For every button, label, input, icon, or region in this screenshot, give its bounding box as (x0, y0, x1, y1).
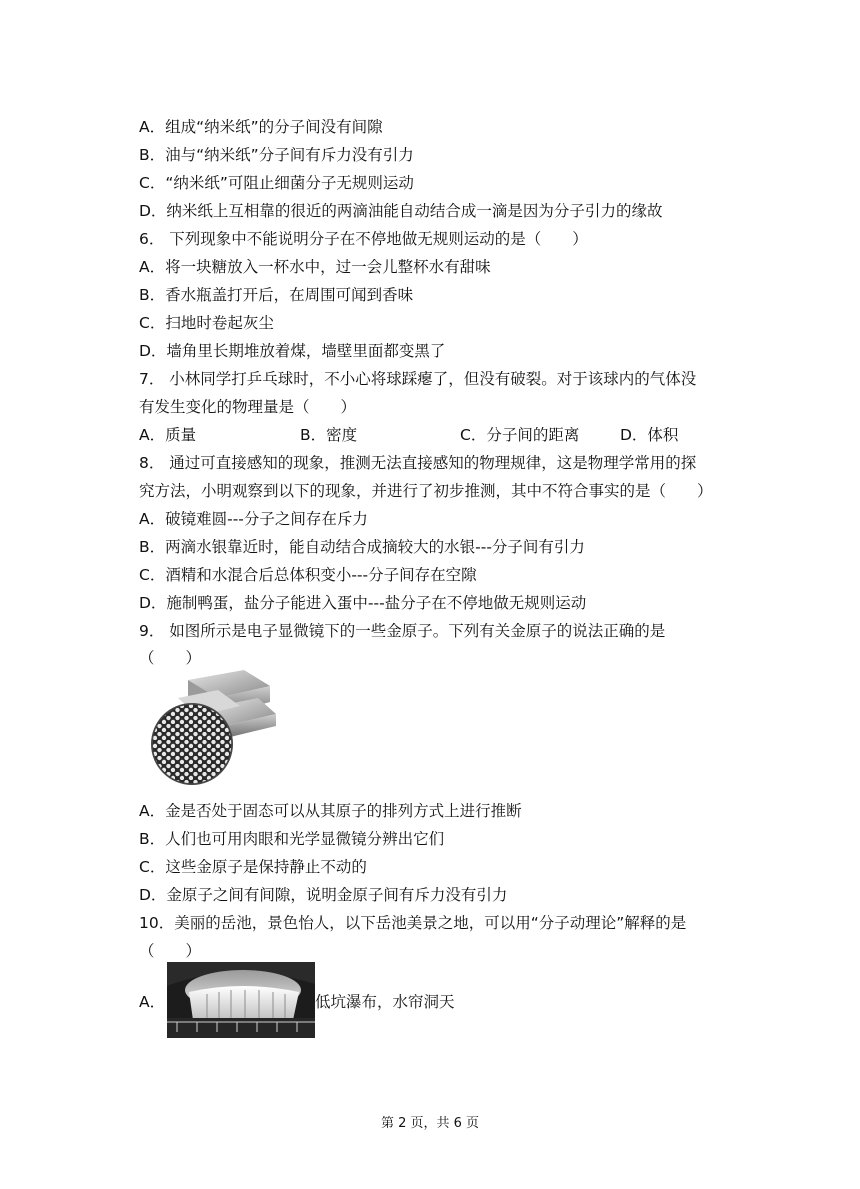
q10-option-a-text: 低坑瀑布，水帘洞天 (315, 993, 455, 1011)
q10-option-a-letter: A． (139, 993, 166, 1011)
q5-option-a: A．组成“纳米纸”的分子间没有间隙 (139, 118, 383, 136)
q8-stem-line1: 8． 通过可直接感知的现象，推测无法直接感知的物理规律，这是物理学常用的探 (139, 454, 697, 472)
q9-option-a: A．金是否处于固态可以从其原子的排列方式上进行推断 (139, 802, 522, 820)
q8-option-b: B．两滴水银靠近时，能自动结合成摘较大的水银---分子间有引力 (139, 538, 585, 556)
q6-option-c: C．扫地时卷起灰尘 (139, 314, 274, 332)
q7-option-b: B．密度 (300, 426, 358, 444)
q8-option-d: D．施制鸭蛋，盐分子能进入蛋中---盐分子在不停地做无规则运动 (139, 594, 587, 612)
q9-stem-line1: 9． 如图所示是电子显微镜下的一些金原子。下列有关金原子的说法正确的是 (139, 622, 666, 640)
q5-option-b: B．油与“纳米纸”分子间有斥力没有引力 (139, 146, 414, 164)
q7-stem-line1: 7． 小林同学打乒乓球时，不小心将球踩瘪了，但没有破裂。对于该球内的气体没 (139, 370, 697, 388)
q7-stem-line2: 有发生变化的物理量是（ ） (139, 398, 357, 416)
q6-option-b: B．香水瓶盖打开后，在周围可闻到香味 (139, 286, 414, 304)
q5-option-c: C．“纳米纸”可阻止细菌分子无规则运动 (139, 174, 414, 192)
gold-atoms-figure (148, 668, 278, 788)
q6-option-a: A．将一块糖放入一杯水中，过一会儿整杯水有甜味 (139, 258, 491, 276)
q9-option-c: C．这些金原子是保持静止不动的 (139, 858, 367, 876)
q8-option-c: C．酒精和水混合后总体积变小---分子间存在空隙 (139, 566, 477, 584)
q5-option-d: D．纳米纸上互相靠的很近的两滴油能自动结合成一滴是因为分子引力的缘故 (139, 202, 663, 220)
q8-option-a: A．破镜难圆---分子之间存在斥力 (139, 510, 368, 528)
q6-option-d: D．墙角里长期堆放着煤，墙壁里面都变黑了 (139, 342, 446, 360)
q10-stem-line1: 10．美丽的岳池，景色怡人，以下岳池美景之地，可以用“分子动理论”解释的是 (139, 914, 687, 932)
q9-option-d: D．金原子之间有间隙，说明金原子间有斥力没有引力 (139, 886, 508, 904)
q9-stem-line2: （ ） (139, 649, 202, 667)
q7-option-c: C．分子间的距离 (460, 426, 580, 444)
q10-stem-line2: （ ） (139, 942, 202, 960)
q6-stem: 6． 下列现象中不能说明分子在不停地做无规则运动的是（ ） (139, 230, 588, 248)
waterfall-photo (167, 962, 315, 1038)
q7-option-d: D．体积 (620, 426, 679, 444)
q7-option-a: A．质量 (139, 426, 197, 444)
q8-stem-line2: 究方法，小明观察到以下的现象，并进行了初步推测，其中不符合事实的是（ ） (139, 482, 713, 500)
q9-option-b: B．人们也可用肉眼和光学显微镜分辨出它们 (139, 830, 445, 848)
page-footer: 第 2 页，共 6 页 (380, 1116, 480, 1131)
